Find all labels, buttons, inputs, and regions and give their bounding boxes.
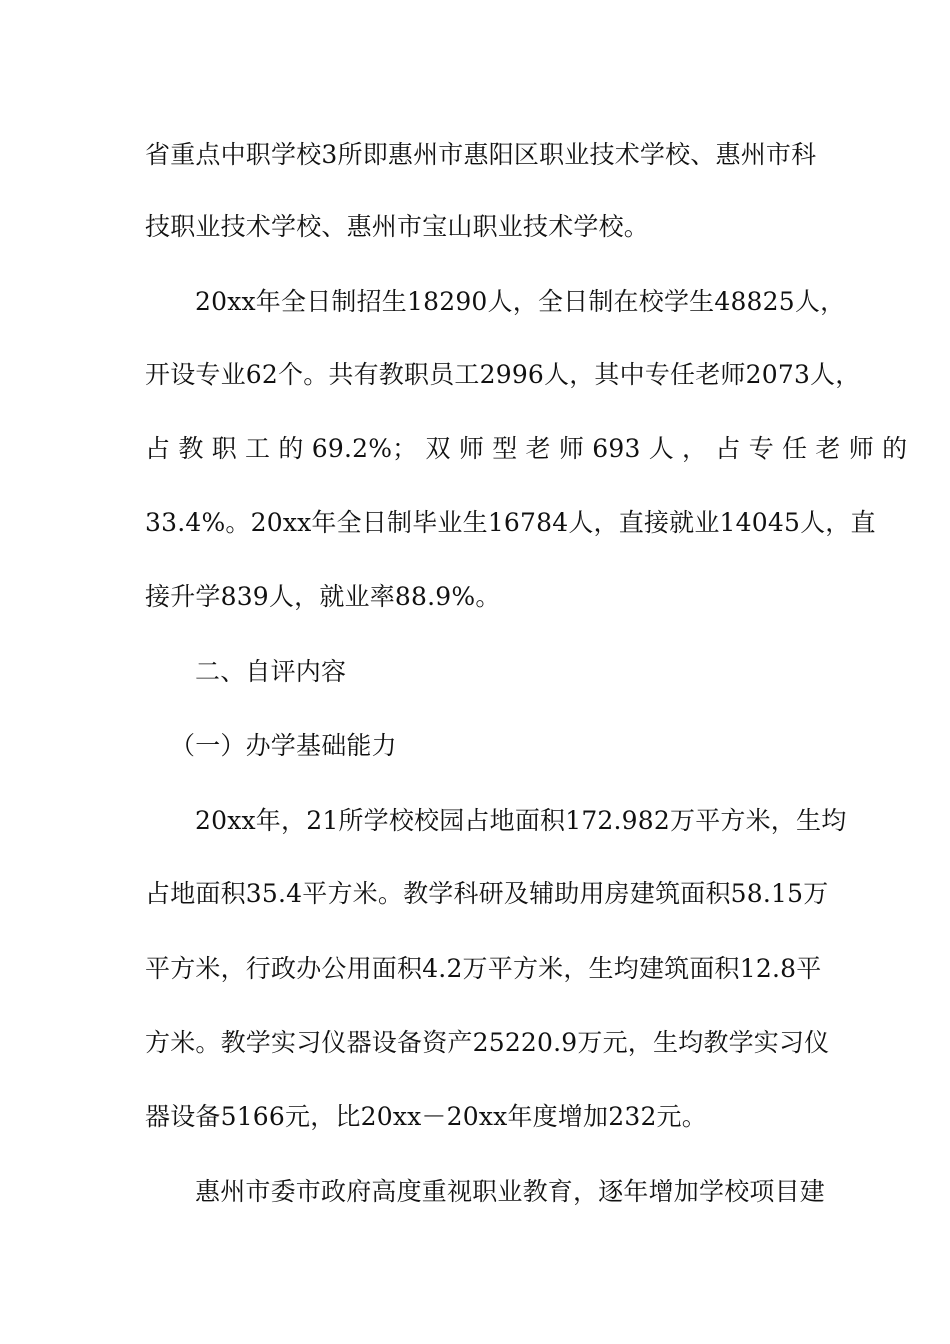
paragraph-line: 开设专业62个。共有教职员工2996人，其中专任老师2073人，: [145, 360, 861, 389]
paragraph-line: 占 教 职 工 的 69.2%； 双 师 型 老 师 693 人 ， 占 专 任 老 师 的: [145, 434, 908, 463]
paragraph-line: 器设备5166元，比20xx－20xx年度增加232元。: [145, 1102, 707, 1131]
paragraph-line: 接升学839人，就业率88.9%。: [145, 582, 501, 611]
paragraph-line: 方米。教学实习仪器设备资产25220.9万元，生均教学实习仪: [145, 1028, 830, 1057]
paragraph-line: 20xx年，21所学校校园占地面积172.982万平方米，生均: [195, 806, 847, 835]
paragraph-line: 占地面积35.4平方米。教学科研及辅助用房建筑面积58.15万: [145, 879, 829, 908]
paragraph-line: 惠州市委市政府高度重视职业教育，逐年增加学校项目建: [195, 1177, 826, 1206]
paragraph-line: 33.4%。20xx年全日制毕业生16784人，直接就业14045人，直: [145, 508, 876, 537]
paragraph-line: 平方米，行政办公用面积4.2万平方米，生均建筑面积12.8平: [145, 954, 822, 983]
subsection-heading: （一）办学基础能力: [170, 731, 397, 760]
section-heading: 二、自评内容: [195, 657, 347, 686]
paragraph-line: 20xx年全日制招生18290人，全日制在校学生48825人，: [195, 287, 846, 316]
paragraph-line: 省重点中职学校3所即惠州市惠阳区职业技术学校、惠州市科: [145, 140, 817, 169]
paragraph-line: 技职业技术学校、惠州市宝山职业技术学校。: [145, 212, 650, 241]
